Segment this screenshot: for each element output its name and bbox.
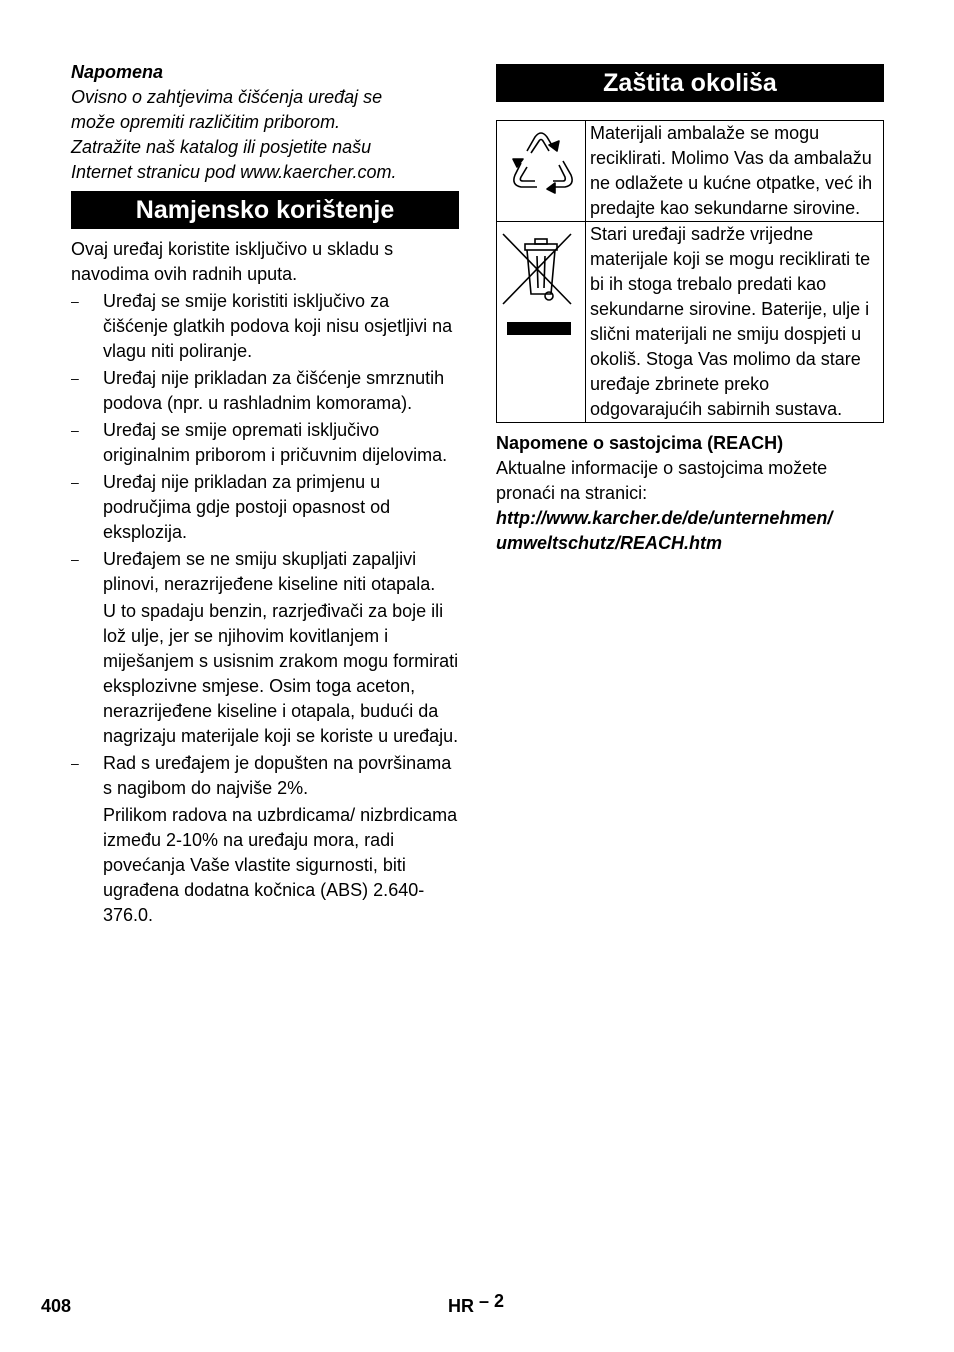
page-number: 408 [41,1296,72,1316]
list-item-text: Uređaj nije prikladan za primjenu u područjima gdje postoji opasnost od eksplozija. [103,472,391,542]
footer-section [448,1291,505,1317]
list-item [71,366,459,416]
reach-link-line[interactable]: umweltschutz/REACH.htm [496,533,723,553]
note-line: Zatražite naš katalog ili posjetite našu [71,137,372,157]
note-line: Ovisno o zahtjevima čišćenja uređaj se [71,87,383,107]
right-column [496,64,884,556]
left-column [71,60,459,928]
note-line: može opremiti različitim priborom. [71,112,341,132]
crossed-out-bin-icon [497,222,585,340]
list-item-subtext: Prilikom radova na uzbrdicama/ nizbrdicama između 2-10% na uređaju mora, radi povećanja Vaše vlastite sigurnosti, biti ugrađena dodatna kočnica (ABS) 2.640-376.0. [103,805,458,925]
list-item-text: Uređajem se ne smiju skupljati zapaljivi plinovi, nerazrijeđene kiseline niti otapala. [103,549,436,594]
icon-cell [497,222,586,423]
reach-title: Napomene o sastojcima (REACH) [496,433,784,453]
dash-bullet: – [71,293,79,309]
footer-lang: HR [448,1296,474,1316]
icon-cell [497,121,586,222]
dash-bullet: – [71,474,79,490]
recycling-icon [497,121,585,207]
intended-use-intro: Ovaj uređaj koristite isključivo u skladu s navodima ovih radnih uputa. [71,239,394,284]
environment-text: Materijali ambalaže se mogu reciklirati. Molimo Vas da ambalažu ne odlažete u kućne otpatke, već ih predajte kao sekundarne sirovine. [586,121,884,222]
dash-bullet: – [71,370,79,386]
list-item [71,418,459,468]
footer-section-number: – 2 [479,1291,505,1311]
list-item [71,470,459,545]
dash-bullet: – [71,551,79,567]
reach-text: Aktualne informacije o sastojcima možete pronaći na stranici: [496,458,828,503]
reach-link[interactable] [496,506,884,556]
note-line: Internet stranicu pod www.kaercher.com. [71,162,397,182]
list-item [71,289,459,364]
intended-use-heading: Namjensko korištenje [71,191,459,229]
intended-use-list [71,289,459,928]
list-item-text: Uređaj se smije opremati isključivo originalnim priborom i pričuvnim dijelovima. [103,420,448,465]
dash-bullet: – [71,755,79,771]
note-title: Napomena [71,62,164,82]
list-item-text: Rad s uređajem je dopušten na površinama s nagibom do najviše 2%. [103,753,452,798]
list-item [71,751,459,928]
list-item-text: Uređaj se smije koristiti isključivo za čišćenje glatkih podova koji nisu osjetljivi na vlagu niti poliranje. [103,291,453,361]
list-item-subtext: U to spadaju benzin, razrjeđivači za boje ili lož ulje, jer se njihovim kovitlanjem i miješanjem s usisnim zrakom mogu formirati eksplozivne smjese. Osim toga aceton, nerazrijeđene kiseline i otapala, budući da nagrizaju materijale koji se koriste u uređaju. [103,601,459,746]
list-item-text: Uređaj nije prikladan za čišćenje smrznutih podova (npr. u rashladnim komorama). [103,368,445,413]
environment-table [496,120,884,423]
environment-text: Stari uređaji sadrže vrijedne materijale koji se mogu reciklirati te bi ih stoga trebalo predati kao sekundarne sirovine. Baterije, ulje i slični materijali ne smiju dospjeti u okoliš. Stoga Vas molimo da stare uređaje zbrinete preko odgovarajućih sabirnih sustava. [586,222,884,423]
reach-link-line[interactable]: http://www.karcher.de/de/unternehmen/ [496,508,833,528]
table-row [497,222,884,423]
environment-heading: Zaštita okoliša [496,64,884,102]
note-body [71,85,459,185]
list-item [71,547,459,749]
dash-bullet: – [71,422,79,438]
table-row [497,121,884,222]
